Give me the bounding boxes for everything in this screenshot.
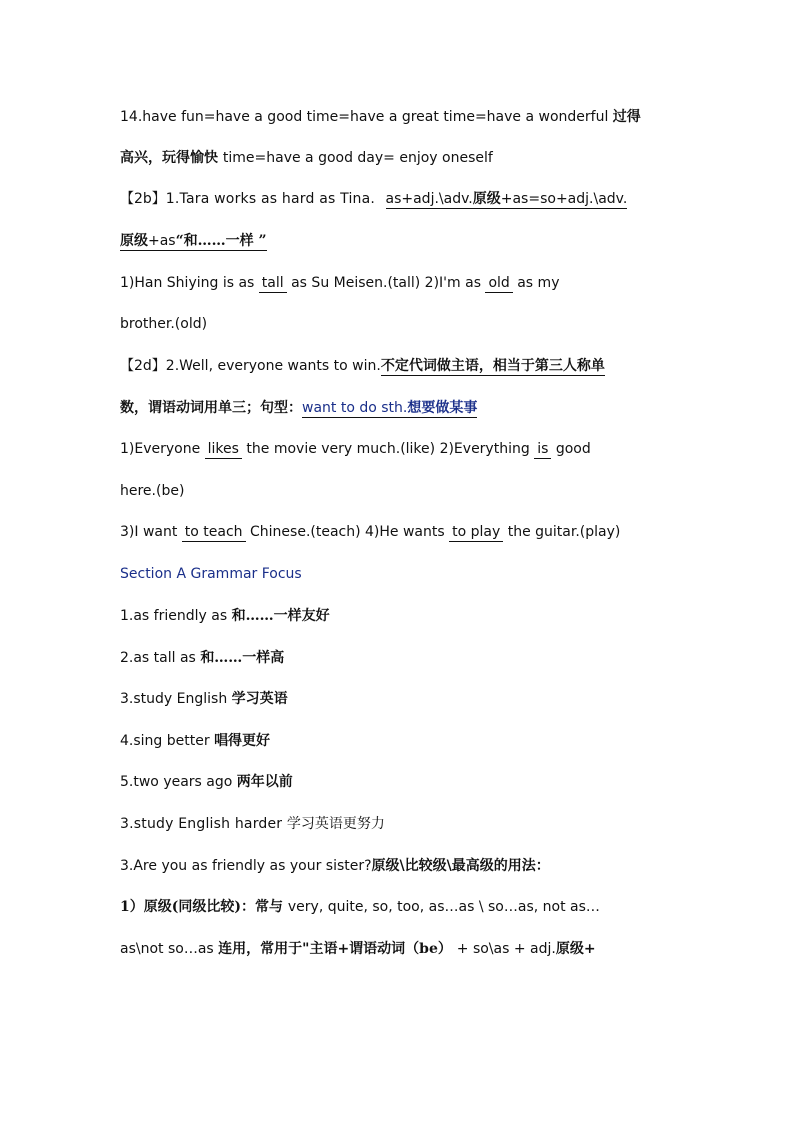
text: 14.have fun=have a good time=have a great time=have a wonderful [120, 109, 613, 125]
text: +as [148, 233, 176, 249]
section-heading-grammar-focus [120, 564, 302, 584]
text: 4.sing better [120, 733, 215, 749]
text: 1)Han Shiying is as [120, 275, 259, 291]
answer-blank: old [485, 274, 512, 293]
line-exercise-everything-cont [120, 481, 184, 501]
line-2d-note-cont [120, 398, 477, 418]
phrase-item-5 [120, 772, 293, 792]
line-2d-heading [120, 356, 605, 376]
underlined-note [302, 399, 477, 418]
text: 3)I want [120, 524, 182, 540]
phrase-item-4 [120, 731, 270, 751]
text: 3.Are you as friendly as your sister? [120, 858, 372, 874]
text: 3.study English [120, 691, 232, 707]
text-cjk: 唱得更好 [214, 733, 271, 749]
text-cjk: 过得 [612, 109, 641, 125]
text-cjk: 原级+ [555, 941, 596, 957]
line-2b-note-cont [120, 231, 267, 251]
text-cjk: 原级 [472, 191, 501, 207]
line-exercise-1-2 [120, 273, 559, 293]
text: very, quite, so, too, as…as \ so…as, not as… [287, 899, 600, 915]
text-cjk: 和……一样高 [200, 650, 285, 666]
line-grammar-question [120, 856, 550, 876]
line-exercise-2-cont [120, 314, 207, 334]
text: good [551, 441, 591, 457]
text: brother.(old) [120, 316, 208, 332]
line-14-have-fun [120, 107, 641, 127]
text-cjk: 学习英语更努力 [286, 816, 385, 832]
text-cjk: 原级 [120, 233, 148, 249]
text: the movie very much.(like) 2)Everything [241, 441, 535, 457]
underlined-note: 不定代词做主语，相当于第三人称单 [380, 358, 605, 374]
text: as+adj.\adv. [385, 191, 473, 207]
text: 3.study English harder [120, 816, 287, 832]
text: here.(be) [120, 483, 185, 499]
text: 1.as friendly as [120, 608, 232, 624]
text: 5.two years ago [120, 774, 237, 790]
text: want to do sth. [302, 400, 408, 416]
text-cjk: 连用，常用于"主语+谓语动词（be） [218, 941, 457, 957]
text: 1.Tara works as hard as Tina. [165, 191, 376, 207]
section-tag-2b: 【2b】 [120, 191, 166, 207]
section-tag-2d: 【2d】 [120, 358, 166, 374]
text: 2.as tall as [120, 650, 201, 666]
line-have-fun-cont [120, 148, 493, 168]
text-cjk: 想要做某事 [407, 400, 478, 416]
text: as\not so…as [120, 941, 219, 957]
line-exercise-everyone [120, 439, 591, 459]
text-cjk: 原级\比较级\最高级的用法： [371, 858, 550, 874]
underlined-note [386, 190, 628, 209]
phrase-item-2 [120, 648, 284, 668]
text: Section A Grammar Focus [120, 566, 302, 582]
text-cjk: 数，谓语动词用单三；句型： [120, 400, 302, 416]
text: 1)Everyone [120, 441, 205, 457]
text: time=have a good day= enjoy oneself [222, 150, 493, 166]
text-cjk: 和……一样友好 [231, 608, 330, 624]
text: as Su Meisen.(tall) 2)I'm as [286, 275, 486, 291]
line-2b-heading [120, 189, 627, 209]
answer-blank: to teach [182, 523, 246, 542]
line-exercise-3-4 [120, 522, 620, 542]
text-cjk: 1）原级(同级比较)：常与 [120, 899, 288, 915]
text-cjk: “和……一样 ” [175, 233, 267, 249]
text: as my [512, 275, 560, 291]
text-cjk: 学习英语 [231, 691, 288, 707]
underlined-note [120, 232, 267, 251]
text: 2.Well, everyone wants to win. [165, 358, 381, 374]
phrase-item-1 [120, 606, 330, 626]
answer-blank: tall [259, 274, 287, 293]
line-positive-degree [120, 897, 600, 917]
line-positive-degree-cont [120, 939, 596, 959]
answer-blank: is [534, 440, 551, 459]
text-cjk: 高兴，玩得愉快 [120, 150, 223, 166]
text: Chinese.(teach) 4)He wants [245, 524, 450, 540]
answer-blank: likes [205, 440, 242, 459]
phrase-item-6 [120, 814, 385, 834]
answer-blank: to play [449, 523, 503, 542]
text: +as=so+adj.\adv. [500, 191, 628, 207]
text-cjk: 两年以前 [236, 774, 293, 790]
text: the guitar.(play) [503, 524, 621, 540]
phrase-item-3 [120, 689, 288, 709]
text: + so\as + adj. [456, 941, 556, 957]
